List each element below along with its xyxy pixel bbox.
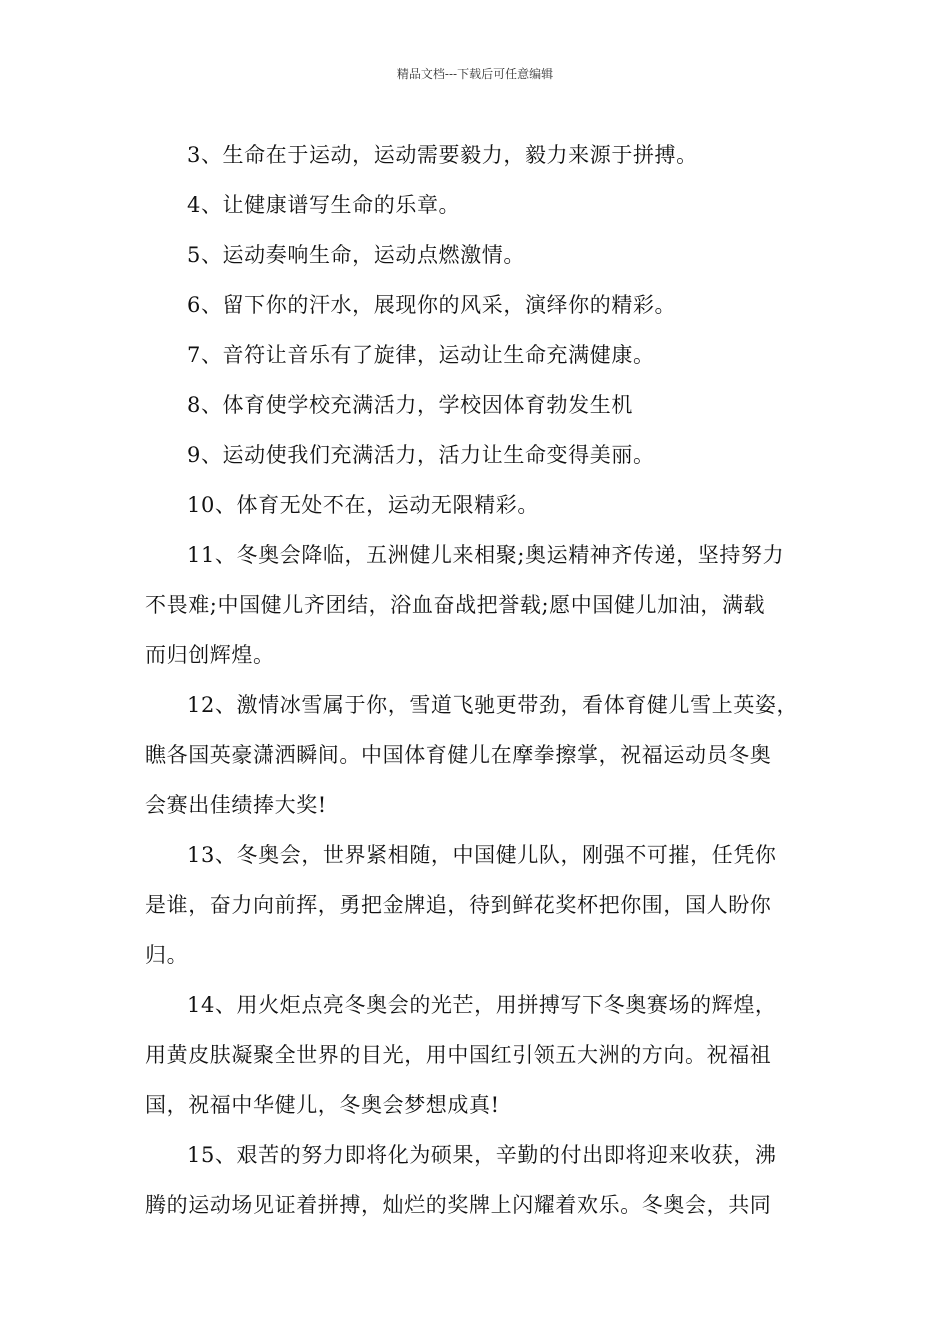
text-line: 用黄皮肤凝聚全世界的目光，用中国红引领五大洲的方向。祝福祖 — [145, 1043, 772, 1067]
text-line: 7、音符让音乐有了旋律，运动让生命充满健康。 — [187, 343, 655, 367]
text-line: 15、艰苦的努力即将化为硕果，辛勤的付出即将迎来收获，沸 — [187, 1143, 777, 1167]
text-line: 10、体育无处不在，运动无限精彩。 — [187, 493, 539, 517]
document-body — [145, 130, 835, 1230]
text-line: 不畏难;中国健儿齐团结，浴血奋战把誉载;愿中国健儿加油，满载 — [145, 593, 766, 617]
text-line: 13、冬奥会，世界紧相随，中国健儿队，刚强不可摧，任凭你 — [187, 843, 777, 867]
text-line: 3、生命在于运动，运动需要毅力，毅力来源于拼搏。 — [187, 143, 698, 167]
text-line: 11、冬奥会降临，五洲健儿来相聚;奥运精神齐传递，坚持努力 — [187, 543, 785, 567]
text-line: 14、用火炬点亮冬奥会的光芒，用拼搏写下冬奥赛场的辉煌， — [187, 993, 777, 1017]
text-line: 6、留下你的汗水，展现你的风采，演绎你的精彩。 — [187, 293, 677, 317]
text-line: 会赛出佳绩捧大奖! — [145, 793, 327, 817]
text-line: 归。 — [145, 943, 189, 967]
text-line: 4、让健康谱写生命的乐章。 — [187, 193, 461, 217]
text-line: 8、体育使学校充满活力，学校因体育勃发生机 — [187, 393, 633, 417]
page-header: 精品文档---下载后可任意编辑 — [396, 67, 554, 81]
text-line: 腾的运动场见证着拼搏，灿烂的奖牌上闪耀着欢乐。冬奥会，共同 — [145, 1193, 772, 1217]
text-line: 而归创辉煌。 — [145, 643, 275, 667]
text-line: 9、运动使我们充满活力，活力让生命变得美丽。 — [187, 443, 655, 467]
text-line: 国，祝福中华健儿，冬奥会梦想成真! — [145, 1093, 500, 1117]
text-line: 12、激情冰雪属于你，雪道飞驰更带劲，看体育健儿雪上英姿， — [187, 693, 799, 717]
text-line: 5、运动奏响生命，运动点燃激情。 — [187, 243, 525, 267]
text-line: 瞧各国英豪潇洒瞬间。中国体育健儿在摩拳擦掌，祝福运动员冬奥 — [145, 743, 772, 767]
text-line: 是谁，奋力向前挥，勇把金牌追，待到鲜花奖杯把你围，国人盼你 — [145, 893, 772, 917]
